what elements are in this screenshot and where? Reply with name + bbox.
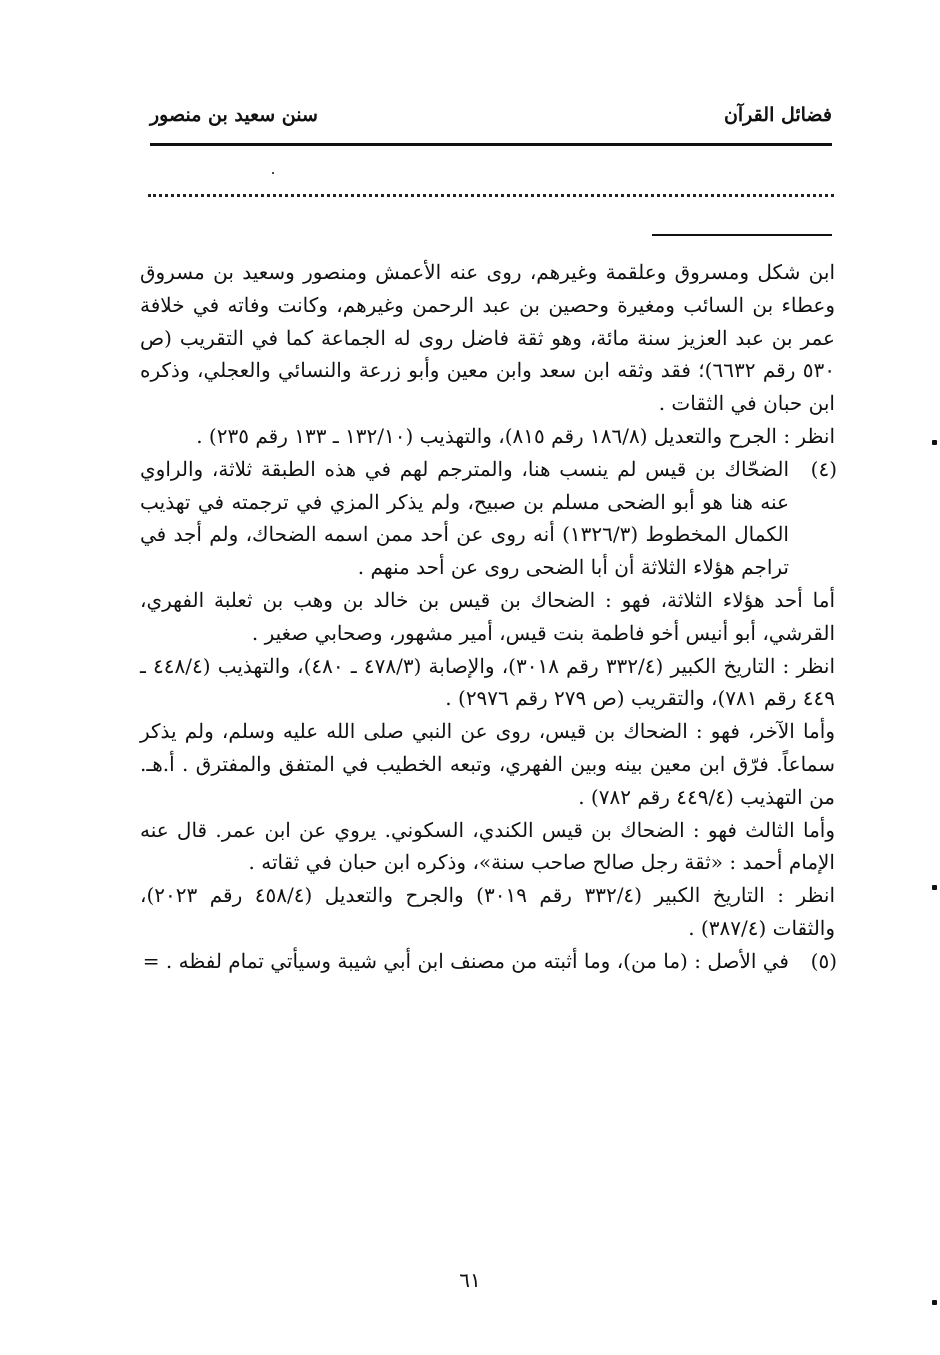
book-title: سنن سعيد بن منصور <box>150 104 318 126</box>
footnote-4-paragraph: الضحّاك بن قيس لم ينسب هنا، والمترجم لهم في هذه الطبقة ثلاثة، والراوي عنه هنا هو أبو الضحى مسلم بن صبيح، ولم يذكر المزي في ترجمته في تهذيب الكمال المخطوط (١٣٢٦/٣) أنه روى عن أحد ممن اسمه الضحاك، ولم أجد في تراجم هؤلاء الثلاثة أن أبا الضحى روى عن أحد منهم . <box>140 456 789 580</box>
footnotes-block <box>140 256 835 978</box>
footnote-4-number: (٤) <box>810 456 837 481</box>
page-number: ٦١ <box>459 1268 481 1292</box>
header-rule <box>150 143 832 146</box>
footnote-continuation-reference: انظر : الجرح والتعديل (١٨٦/٨ رقم ٨١٥)، والتهذيب (١٣٢/١٠ ـ ١٣٣ رقم ٢٣٥) . <box>196 423 835 448</box>
margin-mark <box>932 885 937 890</box>
footnote-4-paragraph: انظر : التاريخ الكبير (٣٣٢/٤ رقم ٣٠١٩) والجرح والتعديل (٤٥٨/٤ رقم ٢٠٢٣)، والثقات (٣٨٧/٤) . <box>140 883 836 940</box>
footnote-5 <box>140 945 835 978</box>
footnote-4-paragraph: انظر : التاريخ الكبير (٣٣٢/٤ رقم ٣٠١٨)، والإصابة (٤٧٨/٣ ـ ٤٨٠)، والتهذيب (٤٤٨/٤ ـ ٤٤٩ رقم ٧٨١)، والتقريب (ص ٢٧٩ رقم ٢٩٧٦) . <box>140 653 836 711</box>
book-section-title: فضائل القرآن <box>723 104 832 126</box>
footnote-5-text: في الأصل : (ما من)، وما أثبته من مصنف ابن أبي شيبة وسيأتي تمام لفظه . = <box>142 948 789 973</box>
footnote-4-paragraph: وأما الثالث فهو : الضحاك بن قيس الكندي، السكوني. يروي عن ابن عمر. قال عنه الإمام أحمد : «ثقة رجل صالح صاحب سنة»، وذكره ابن حبان في ثقاته . <box>140 817 835 875</box>
footnote-4 <box>140 453 835 945</box>
footnote-continuation-paragraph: ابن شكل ومسروق وعلقمة وغيرهم، روى عنه الأعمش ومنصور وسعيد بن مسروق وعطاء بن السائب ومغيرة وحصين بن عبد الرحمن وغيرهم، وكانت وفاته في خلافة عمر بن عبد العزيز سنة مائة، وهو ثقة فاضل روى له الجماعة كما في التقريب (ص ٥٣٠ رقم ٦٦٣٢)؛ فقد وثقه ابن سعد وابن معين وأبو زرعة والنسائي والعجلي، وذكره ابن حبان في الثقات . <box>140 260 835 416</box>
footnote-5-number: (٥) <box>810 948 837 973</box>
margin-mark <box>932 440 937 445</box>
running-header <box>150 98 832 132</box>
dotted-separator <box>148 194 834 197</box>
footnote-4-paragraph: أما أحد هؤلاء الثلاثة، فهو : الضحاك بن قيس بن خالد بن وهب بن ثعلبة الفهري، القرشي، أبو أنيس أخو فاطمة بنت قيس، أمير مشهور، وصحابي صغير . <box>140 587 835 645</box>
footnote-4-paragraph: وأما الآخر، فهو : الضحاك بن قيس، روى عن النبي صلى الله عليه وسلم، ولم يذكر سماعاً. فرّق ابن معين بينه وبين الفهري، وتبعه الخطيب في المتفق والمفترق . أ.هـ. من التهذيب (٤٤٩/٤ رقم ٧٨٢) . <box>140 719 835 809</box>
footnote-rule <box>652 234 832 236</box>
margin-mark <box>932 1300 937 1305</box>
ink-speck <box>272 172 274 174</box>
